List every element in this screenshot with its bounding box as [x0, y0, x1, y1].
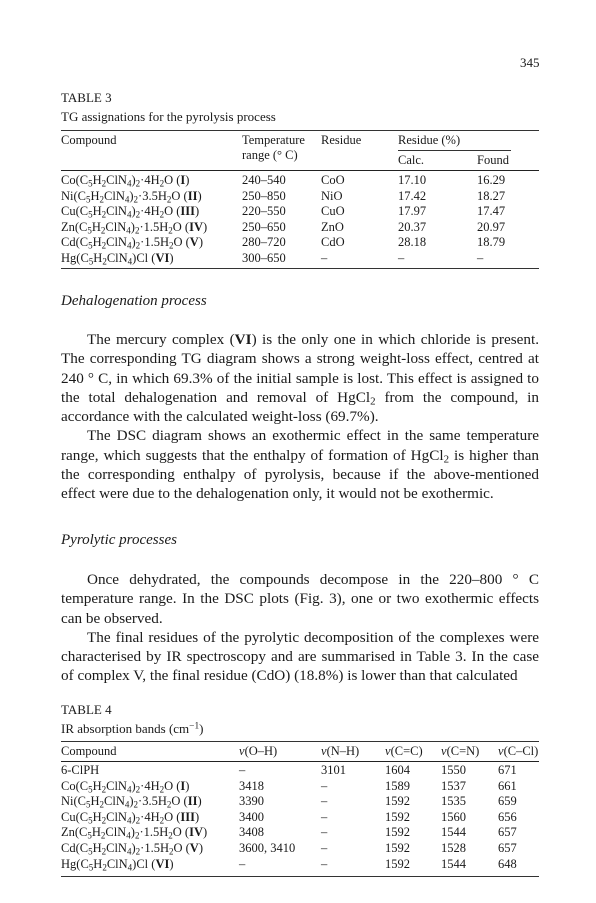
table3-header-residue-pct: Residue (%)	[398, 133, 461, 147]
table-row	[61, 857, 538, 873]
calc-cell: –	[398, 250, 405, 265]
cn-band-cell: 1544	[441, 825, 466, 840]
table4-bottom-rule	[61, 876, 539, 877]
compound-cell: $Co(C_5H_2ClN_4)_2\cdot 4H_2O$ (I)	[61, 173, 190, 189]
compound-cell: $Cu(C_5H_2ClN_4)_2\cdot 4H_2O$ (III)	[61, 809, 200, 826]
found-cell: 18.79	[477, 235, 506, 250]
compound-cell: $Hg(C_5H_2ClN_4)Cl$ (VI)	[61, 856, 174, 872]
oh-band-cell: –	[239, 763, 246, 777]
table-row	[61, 204, 539, 220]
ccl-band-cell: 659	[498, 794, 517, 809]
cn-band-cell: 1537	[441, 778, 466, 793]
found-cell: 17.47	[477, 204, 506, 219]
temperature-range-cell: 250–850	[242, 188, 286, 203]
found-cell: 16.29	[477, 173, 506, 187]
table3-bottom-rule	[61, 268, 539, 269]
table-row	[61, 794, 538, 810]
table4-header	[61, 744, 538, 760]
oh-band-cell: –	[239, 856, 246, 871]
temperature-range-cell: 280–720	[242, 235, 286, 250]
section-heading-dehalogenation: Dehalogenation process	[61, 293, 207, 309]
dehalogenation-text	[61, 330, 539, 504]
ccl-band-cell: 657	[498, 825, 517, 840]
oh-band-cell: 3400	[239, 809, 264, 824]
found-cell: 18.27	[477, 188, 506, 203]
table4-header-cell: ν(O–H)	[239, 744, 278, 758]
table3-header-residue: Residue	[321, 133, 362, 147]
table-row	[61, 810, 538, 826]
dehalogenation-paragraph-1: The mercury complex (VI) is the only one in which chloride is present. The corresponding TG diagram shows a strong weight-loss effect, centred at 240 ° C, in which 69.3% of the initial sample is lost. This effect is assigned to the total dehalogenation and removal of HgCl$_2$ from the compound, in accordance with the calculated weight-loss (69.7%).	[61, 331, 539, 426]
oh-band-cell: 3390	[239, 794, 264, 809]
table-row	[61, 173, 539, 189]
found-cell: –	[477, 250, 484, 265]
dehalogenation-paragraph-2: The DSC diagram shows an exothermic effect in the same temperature range, which suggests that the enthalpy of formation of HgCl$_2$ is higher than the corresponding enthalpy of pyrolysis, because if the above-mentioned effect were due to the dehalogenation only, it would not be exothermic.	[61, 427, 540, 503]
compound-cell: $Zn(C_5H_2ClN_4)_2\cdot 1.5H_2O$ (IV)	[61, 219, 208, 236]
table-row	[61, 841, 538, 857]
cn-band-cell: 1544	[441, 856, 466, 871]
table4-header-cell: ν(N–H)	[321, 744, 360, 758]
table3-top-rule	[61, 130, 539, 131]
residue-cell: –	[321, 250, 328, 265]
table4-body	[61, 763, 538, 872]
compound-cell: $Zn(C_5H_2ClN_4)_2\cdot 1.5H_2O$ (IV)	[61, 825, 208, 841]
table-row	[61, 779, 538, 795]
ccl-band-cell: 657	[498, 840, 517, 855]
table-row	[61, 251, 539, 267]
table4-header-cell: ν(C=C)	[385, 744, 423, 758]
temperature-range-cell: 220–550	[242, 204, 286, 219]
nh-band-cell: 3101	[321, 763, 346, 777]
ccl-band-cell: 661	[498, 778, 517, 793]
calc-cell: 20.37	[398, 219, 427, 234]
table3-header-temperature: Temperature	[242, 133, 305, 147]
nh-band-cell: –	[321, 809, 328, 824]
compound-cell: $Co(C_5H_2ClN_4)_2\cdot 4H_2O$ (I)	[61, 778, 190, 794]
found-cell: 20.97	[477, 219, 506, 234]
residue-cell: ZnO	[321, 219, 344, 234]
table3-residue-subrule	[398, 150, 511, 151]
table3-header-calc: Calc.	[398, 153, 425, 167]
table3-body	[61, 173, 539, 267]
compound-cell: $Ni(C_5H_2ClN_4)_2\cdot 3.5H_2O$ (II)	[61, 188, 202, 204]
table4-header-cell: ν(C=N)	[441, 744, 480, 758]
temperature-range-cell: 240–540	[242, 173, 286, 187]
cc-band-cell: 1592	[385, 856, 410, 871]
table4-header-cell: ν(C–Cl)	[498, 744, 539, 758]
residue-cell: NiO	[321, 188, 343, 203]
nh-band-cell: –	[321, 825, 328, 840]
table3-header-found: Found	[477, 153, 509, 167]
temperature-range-cell: 300–650	[242, 250, 286, 265]
table-row	[61, 220, 539, 236]
table4-label: TABLE 4	[61, 702, 112, 717]
table-row	[61, 189, 539, 205]
compound-cell: $Cu(C_5H_2ClN_4)_2\cdot 4H_2O$ (III)	[61, 204, 200, 220]
oh-band-cell: 3418	[239, 778, 264, 793]
table3-caption: TG assignations for the pyrolysis process	[61, 109, 276, 124]
pyrolytic-paragraph-2: The final residues of the pyrolytic decomposition of the complexes were characterised by IR spectroscopy and are summarised in Table 3. In the case of complex V, the final residue (CdO) (18.8%) is lower than that calculated	[61, 628, 539, 685]
calc-cell: 17.42	[398, 188, 427, 203]
nh-band-cell: –	[321, 778, 328, 793]
calc-cell: 17.10	[398, 173, 427, 187]
ccl-band-cell: 656	[498, 809, 517, 824]
cc-band-cell: 1592	[385, 794, 410, 809]
compound-cell: $Hg(C_5H_2ClN_4)Cl$ (VI)	[61, 250, 174, 267]
nh-band-cell: –	[321, 856, 328, 871]
ccl-band-cell: 671	[498, 763, 517, 777]
cn-band-cell: 1560	[441, 809, 466, 824]
pyrolytic-text	[61, 570, 539, 686]
cc-band-cell: 1589	[385, 778, 410, 793]
section-heading-pyrolytic: Pyrolytic processes	[61, 532, 177, 548]
calc-cell: 28.18	[398, 235, 427, 250]
compound-cell: $Cd(C_5H_2ClN_4)_2\cdot 1.5H_2O$ (V)	[61, 235, 203, 251]
cc-band-cell: 1592	[385, 825, 410, 840]
compound-cell: $Cd(C_5H_2ClN_4)_2\cdot 1.5H_2O$ (V)	[61, 840, 203, 857]
table3-header-temperature-unit: range (° C)	[242, 148, 298, 162]
cn-band-cell: 1550	[441, 763, 466, 777]
table3-header-compound: Compound	[61, 133, 117, 147]
cc-band-cell: 1592	[385, 840, 410, 855]
ccl-band-cell: 648	[498, 856, 517, 871]
table3-label: TABLE 3	[61, 90, 112, 105]
table4-caption: IR absorption bands $(cm^{-1})$	[61, 721, 204, 736]
residue-cell: CuO	[321, 204, 345, 219]
oh-band-cell: 3600, 3410	[239, 840, 296, 855]
table4-header-rule	[61, 761, 539, 762]
table-row	[61, 235, 539, 251]
table4-header-cell: Compound	[61, 744, 117, 758]
cc-band-cell: 1604	[385, 763, 410, 777]
compound-cell: $Ni(C_5H_2ClN_4)_2\cdot 3.5H_2O$ (II)	[61, 794, 202, 810]
nh-band-cell: –	[321, 840, 328, 855]
cn-band-cell: 1535	[441, 794, 466, 809]
table-row	[61, 825, 538, 841]
cc-band-cell: 1592	[385, 809, 410, 824]
table-row	[61, 763, 538, 779]
page-number: 345	[520, 55, 540, 70]
residue-cell: CdO	[321, 235, 345, 250]
compound-cell: 6-ClPH	[61, 763, 100, 777]
cn-band-cell: 1528	[441, 840, 466, 855]
nh-band-cell: –	[321, 794, 328, 809]
residue-cell: CoO	[321, 173, 345, 187]
oh-band-cell: 3408	[239, 825, 264, 840]
table4-top-rule	[61, 741, 539, 742]
calc-cell: 17.97	[398, 204, 427, 219]
pyrolytic-paragraph-1: Once dehydrated, the compounds decompose in the 220–800 ° C temperature range. In the DSC plots (Fig. 3), one or two exothermic effects can be observed.	[61, 571, 539, 627]
table3-header-rule	[61, 170, 539, 171]
temperature-range-cell: 250–650	[242, 219, 286, 234]
